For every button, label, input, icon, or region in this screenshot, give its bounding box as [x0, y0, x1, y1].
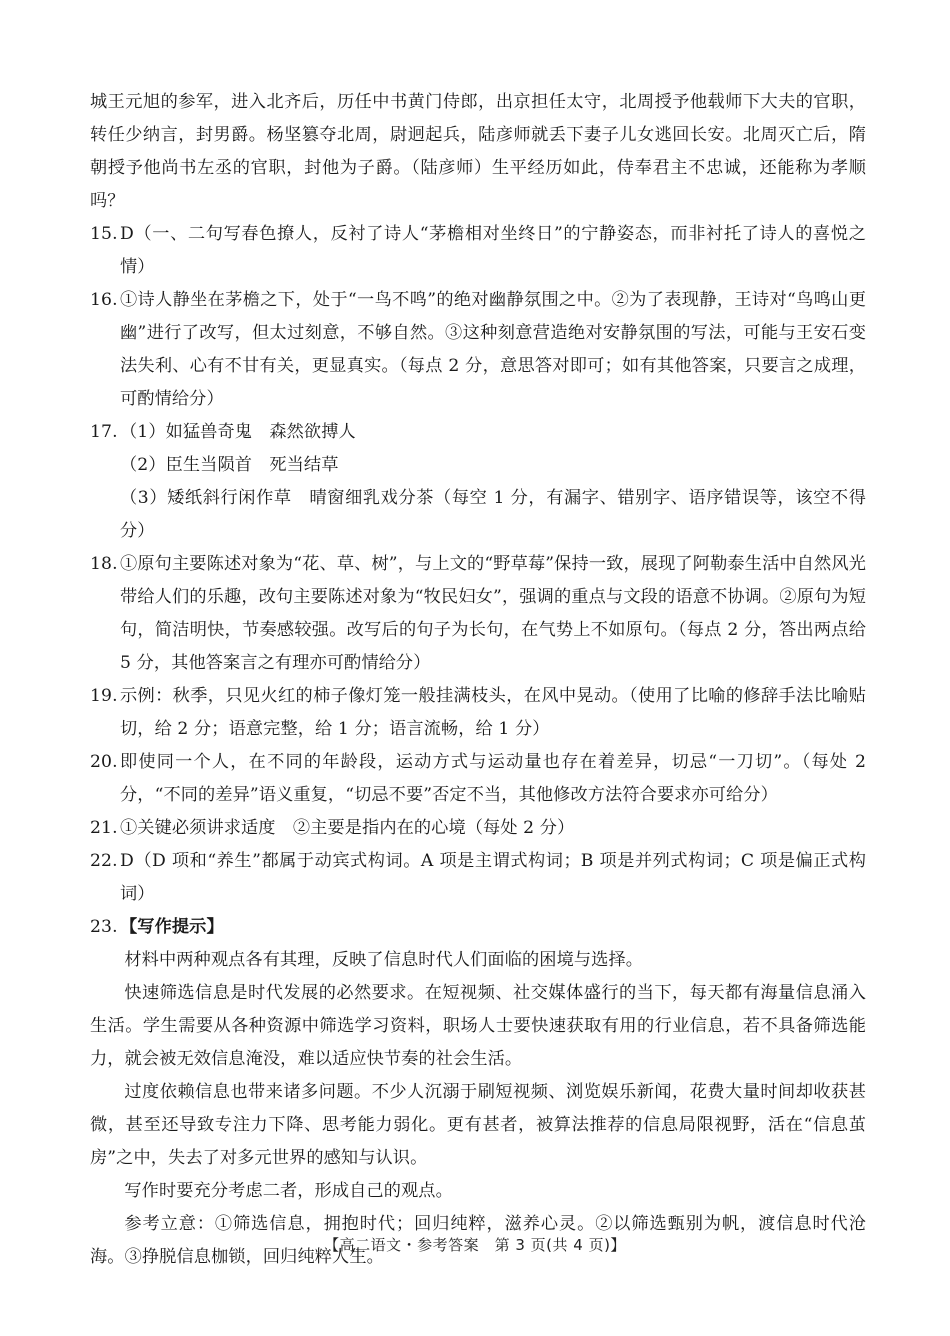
writing-paragraph-2: 快速筛选信息是时代发展的必然要求。在短视频、社交媒体盛行的当下，每天都有海量信息涌入生活。学生需要从各种资源中筛选学习资料，职场人士要快速获取有用的行业信息，若不具备筛选能力，就会被无效信息淹没，难以适应快节奏的社会生活。 — [90, 983, 866, 1069]
answer-content — [90, 86, 866, 1274]
answer-17 — [90, 416, 866, 548]
answer-21 — [90, 812, 866, 845]
page-footer: 【高二语文・参考答案 第 3 页(共 4 页)】 — [324, 1236, 626, 1254]
answer-23 — [90, 911, 866, 944]
question-number: 19. — [90, 686, 118, 706]
answer-text: ①诗人静坐在茅檐之下，处于“一鸟不鸣”的绝对幽静氛围之中。②为了表现静，王诗对“鸟鸣山更幽”进行了改写，但太过刻意，不够自然。③这种刻意营造绝对安静氛围的写法，可能与王安石变法失利、心有不甘有关，更显真实。（每点 2 分，意思答对即可；如有其他答案，只要言之成理，可酌情给分） — [120, 290, 866, 409]
writing-paragraph-1: 材料中两种观点各有其理，反映了信息时代人们面临的困境与选择。 — [124, 950, 644, 970]
question-number: 22. — [90, 851, 118, 871]
answer-text: ①原句主要陈述对象为“花、草、树”，与上文的“野草莓”保持一致，展现了阿勒泰生活中自然风光带给人们的乐趣，改句主要陈述对象为“牧民妇女”，强调的重点与文段的语意不协调。②原句为短句，简洁明快，节奏感较强。改写后的句子为长句，在气势上不如原句。（每点 2 分，答出两点给 5 分，其他答案言之有理亦可酌情给分） — [120, 554, 866, 673]
question-number: 20. — [90, 752, 118, 772]
answer-text: 即使同一个人，在不同的年龄段，运动方式与运动量也存在着差异，切忌“一刀切”。（每处 2 分，“不同的差异”语义重复，“切忌不要”否定不当，其他修改方法符合要求亦可给分） — [120, 752, 866, 805]
question-number: 17. — [90, 422, 118, 442]
answer-19 — [90, 680, 866, 746]
answer-20 — [90, 746, 866, 812]
question-number: 16. — [90, 290, 118, 310]
writing-tips-heading: 【写作提示】 — [120, 917, 224, 937]
translation-continuation: 城王元旭的参军，进入北齐后，历任中书黄门侍郎，出京担任太守，北周授予他载师下大夫的官职，转任少纳言，封男爵。杨坚篡夺北周，尉迥起兵，陆彦师就丢下妻子儿女逃回长安。北周灭亡后，隋朝授予他尚书左丞的官职，封他为子爵。（陆彦师）生平经历如此，侍奉君主不忠诚，还能称为孝顺吗？ — [90, 92, 866, 211]
answer-text: ①关键必须讲求适度 ②主要是指内在的心境（每处 2 分） — [120, 818, 575, 838]
answer-line-1: （1）如猛兽奇鬼 森然欲搏人 — [120, 422, 356, 442]
answer-16 — [90, 284, 866, 416]
answer-line-2: （2）臣生当陨首 死当结草 — [120, 455, 339, 475]
answer-22 — [90, 845, 866, 911]
writing-paragraph-5: 参考立意：①筛选信息，拥抱时代；回归纯粹，滋养心灵。②以筛选甄别为帆，渡信息时代沧海。③挣脱信息枷锁，回归纯粹人生。 — [90, 1214, 866, 1267]
answer-line-3: （3）矮纸斜行闲作草 晴窗细乳戏分茶（每空 1 分，有漏字、错别字、语序错误等，该空不得分） — [120, 488, 866, 541]
writing-paragraph-4: 写作时要充分考虑二者，形成自己的观点。 — [124, 1181, 453, 1201]
question-number: 15. — [90, 224, 118, 244]
answer-15 — [90, 218, 866, 284]
writing-paragraph-3: 过度依赖信息也带来诸多问题。不少人沉溺于刷短视频、浏览娱乐新闻，花费大量时间却收获甚微，甚至还导致专注力下降、思考能力弱化。更有甚者，被算法推荐的信息局限视野，活在“信息茧房”之中，失去了对多元世界的感知与认识。 — [90, 1082, 866, 1168]
answer-18 — [90, 548, 866, 680]
answer-text: D（一、二句写春色撩人，反衬了诗人“茅檐相对坐终日”的宁静姿态，而非衬托了诗人的喜悦之情） — [120, 224, 866, 277]
question-number: 18. — [90, 554, 118, 574]
answer-text: D（D 项和“养生”都属于动宾式构词。A 项是主谓式构词；B 项是并列式构词；C 项是偏正式构词） — [120, 851, 866, 904]
question-number: 21. — [90, 818, 118, 838]
question-number: 23. — [90, 917, 118, 937]
answer-text: 示例：秋季，只见火红的柿子像灯笼一般挂满枝头，在风中晃动。（使用了比喻的修辞手法比喻贴切，给 2 分；语意完整，给 1 分；语言流畅，给 1 分） — [120, 686, 866, 739]
